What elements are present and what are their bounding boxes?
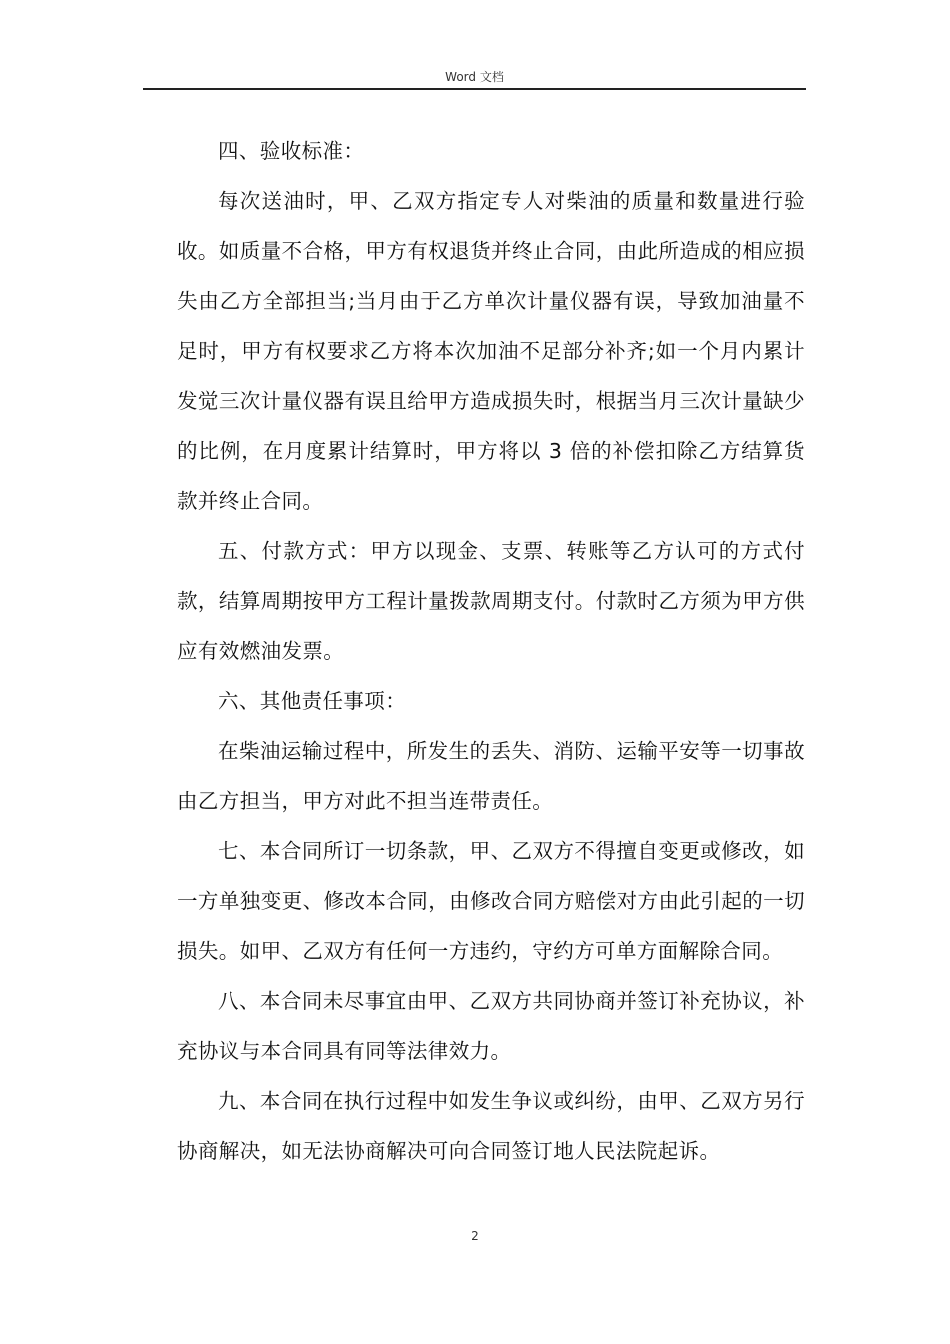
header-text: Word 文档 xyxy=(445,70,504,84)
clause-amendment: 七、本合同所订一切条款，甲、乙双方不得擅自变更或修改，如一方单独变更、修改本合同，由修改合同方赔偿对方由此引起的一切损失。如甲、乙双方有任何一方违约，守约方可单方面解除合同。 xyxy=(177,839,805,963)
clause-payment: 五、付款方式：甲方以现金、支票、转账等乙方认可的方式付款，结算周期按甲方工程计量拨款周期支付。付款时乙方须为甲方供应有效燃油发票。 xyxy=(177,539,805,663)
clause-body-acceptance: 每次送油时，甲、乙双方指定专人对柴油的质量和数量进行验收。如质量不合格，甲方有权退货并终止合同，由此所造成的相应损失由乙方全部担当;当月由于乙方单次计量仪器有误，导致加油量不足时，甲方有权要求乙方将本次加油不足部分补齐;如一个月内累计发觉三次计量仪器有误且给甲方造成损失时，根据当月三次计量缺少的比例，在月度累计结算时，甲方将以 3 倍的补偿扣除乙方结算货款并终止合同。 xyxy=(177,189,805,513)
clause-body-other-responsibilities: 在柴油运输过程中，所发生的丢失、消防、运输平安等一切事故由乙方担当，甲方对此不担当连带责任。 xyxy=(177,739,805,813)
clause-heading-acceptance: 四、验收标准： xyxy=(218,139,365,163)
page-number: 2 xyxy=(471,1229,479,1243)
clause-heading-other-responsibilities: 六、其他责任事项： xyxy=(218,689,407,713)
clause-supplementary: 八、本合同未尽事宜由甲、乙双方共同协商并签订补充协议，补充协议与本合同具有同等法律效力。 xyxy=(177,989,805,1063)
clause-dispute: 九、本合同在执行过程中如发生争议或纠纷，由甲、乙双方另行协商解决，如无法协商解决可向合同签订地人民法院起诉。 xyxy=(177,1089,805,1163)
page-header xyxy=(143,66,806,90)
document-body xyxy=(177,126,805,1176)
